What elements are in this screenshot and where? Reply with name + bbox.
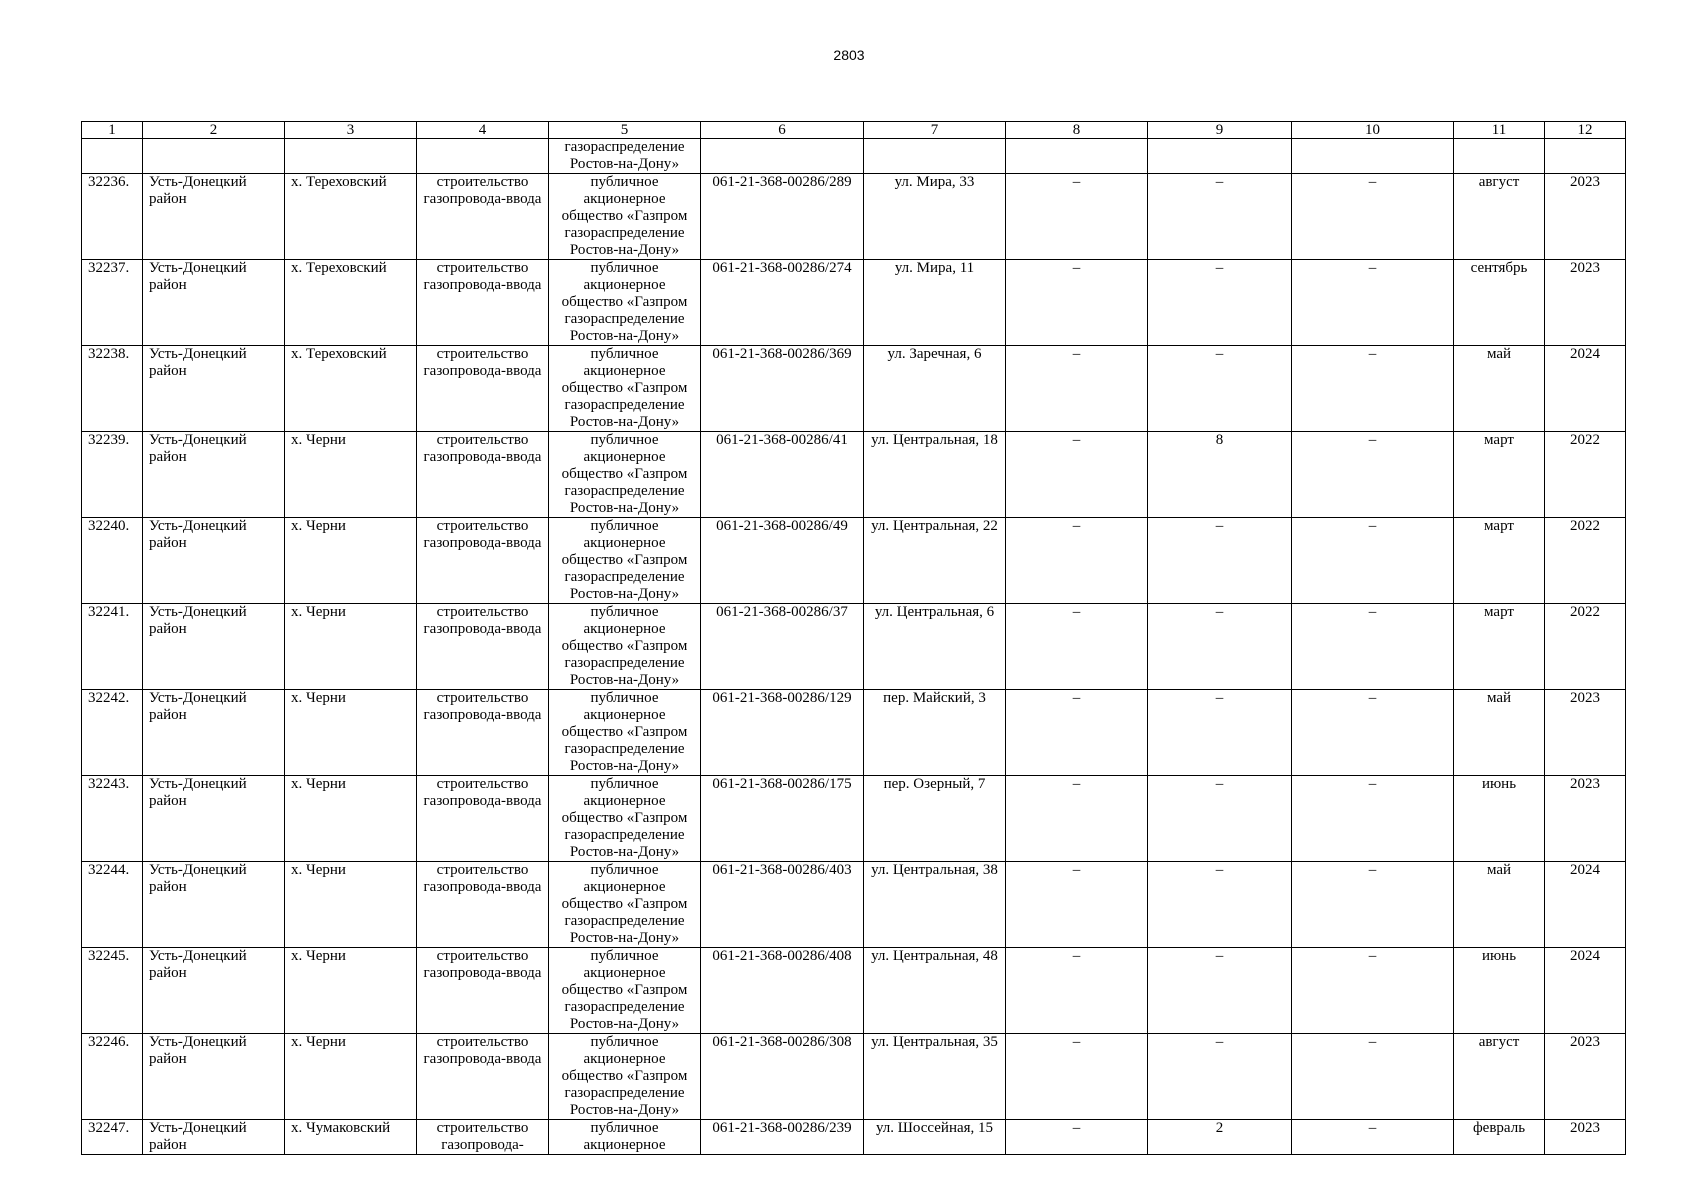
- table-cell: [1454, 139, 1545, 174]
- column-10-cell: –: [1292, 518, 1454, 604]
- column-header: 5: [549, 122, 701, 139]
- table-row: [82, 432, 1626, 518]
- owner-cell: публичное акционерное общество «Газпром газораспределение Ростов-на-Дону»: [549, 432, 701, 518]
- month-cell: июнь: [1454, 776, 1545, 862]
- owner-cell: публичное акционерное общество «Газпром газораспределение Ростов-на-Дону»: [549, 776, 701, 862]
- column-9-cell: –: [1148, 604, 1292, 690]
- table-cell: [1292, 139, 1454, 174]
- month-cell: июнь: [1454, 948, 1545, 1034]
- column-8-cell: –: [1006, 948, 1148, 1034]
- column-10-cell: –: [1292, 174, 1454, 260]
- column-header: 6: [701, 122, 864, 139]
- address-cell: ул. Центральная, 6: [864, 604, 1006, 690]
- code-cell: 061-21-368-00286/37: [701, 604, 864, 690]
- district-cell: Усть-Донецкий район: [143, 604, 285, 690]
- row-number-cell: 32242.: [82, 690, 143, 776]
- district-cell: Усть-Донецкий район: [143, 518, 285, 604]
- column-8-cell: –: [1006, 260, 1148, 346]
- settlement-cell: х. Тереховский: [285, 260, 417, 346]
- table-row: [82, 260, 1626, 346]
- settlement-cell: х. Тереховский: [285, 346, 417, 432]
- settlement-cell: х. Черни: [285, 1034, 417, 1120]
- month-cell: февраль: [1454, 1120, 1545, 1155]
- continuation-row: [82, 139, 1626, 174]
- table-row: [82, 862, 1626, 948]
- column-header: 8: [1006, 122, 1148, 139]
- column-8-cell: –: [1006, 604, 1148, 690]
- column-9-cell: 8: [1148, 432, 1292, 518]
- column-8-cell: –: [1006, 862, 1148, 948]
- page-number: 2803: [833, 47, 865, 63]
- district-cell: Усть-Донецкий район: [143, 948, 285, 1034]
- work-type-cell: строительство газопровода-ввода: [417, 862, 549, 948]
- address-cell: ул. Заречная, 6: [864, 346, 1006, 432]
- code-cell: 061-21-368-00286/175: [701, 776, 864, 862]
- row-number-cell: 32245.: [82, 948, 143, 1034]
- work-type-cell: строительство газопровода-ввода: [417, 948, 549, 1034]
- table-cell: [417, 139, 549, 174]
- table-row: [82, 948, 1626, 1034]
- owner-cell: публичное акционерное: [549, 1120, 701, 1155]
- year-cell: 2023: [1545, 1120, 1626, 1155]
- district-cell: Усть-Донецкий район: [143, 862, 285, 948]
- work-type-cell: строительство газопровода-: [417, 1120, 549, 1155]
- column-10-cell: –: [1292, 260, 1454, 346]
- code-cell: 061-21-368-00286/403: [701, 862, 864, 948]
- column-8-cell: –: [1006, 346, 1148, 432]
- settlement-cell: х. Тереховский: [285, 174, 417, 260]
- owner-cell: публичное акционерное общество «Газпром газораспределение Ростов-на-Дону»: [549, 604, 701, 690]
- table-row: [82, 1120, 1626, 1155]
- table-row: [82, 346, 1626, 432]
- column-10-cell: –: [1292, 1034, 1454, 1120]
- address-cell: ул. Центральная, 48: [864, 948, 1006, 1034]
- row-number-cell: 32246.: [82, 1034, 143, 1120]
- column-9-cell: –: [1148, 260, 1292, 346]
- work-type-cell: строительство газопровода-ввода: [417, 776, 549, 862]
- work-type-cell: строительство газопровода-ввода: [417, 690, 549, 776]
- year-cell: 2023: [1545, 1034, 1626, 1120]
- column-10-cell: –: [1292, 690, 1454, 776]
- address-cell: ул. Центральная, 35: [864, 1034, 1006, 1120]
- settlement-cell: х. Черни: [285, 862, 417, 948]
- column-8-cell: –: [1006, 690, 1148, 776]
- month-cell: май: [1454, 690, 1545, 776]
- column-header: 1: [82, 122, 143, 139]
- column-header: 11: [1454, 122, 1545, 139]
- year-cell: 2023: [1545, 174, 1626, 260]
- row-number-cell: 32237.: [82, 260, 143, 346]
- district-cell: Усть-Донецкий район: [143, 260, 285, 346]
- table-row: [82, 604, 1626, 690]
- table-cell: [143, 139, 285, 174]
- work-type-cell: строительство газопровода-ввода: [417, 518, 549, 604]
- address-cell: ул. Центральная, 38: [864, 862, 1006, 948]
- settlement-cell: х. Черни: [285, 948, 417, 1034]
- address-cell: пер. Озерный, 7: [864, 776, 1006, 862]
- column-10-cell: –: [1292, 604, 1454, 690]
- year-cell: 2022: [1545, 432, 1626, 518]
- address-cell: пер. Майский, 3: [864, 690, 1006, 776]
- column-10-cell: –: [1292, 1120, 1454, 1155]
- address-cell: ул. Центральная, 18: [864, 432, 1006, 518]
- row-number-cell: 32238.: [82, 346, 143, 432]
- column-10-cell: –: [1292, 862, 1454, 948]
- column-10-cell: –: [1292, 776, 1454, 862]
- column-header: 2: [143, 122, 285, 139]
- month-cell: март: [1454, 604, 1545, 690]
- table-row: [82, 518, 1626, 604]
- column-8-cell: –: [1006, 518, 1148, 604]
- work-type-cell: строительство газопровода-ввода: [417, 174, 549, 260]
- code-cell: 061-21-368-00286/289: [701, 174, 864, 260]
- district-cell: Усть-Донецкий район: [143, 1034, 285, 1120]
- row-number-cell: 32239.: [82, 432, 143, 518]
- column-9-cell: –: [1148, 690, 1292, 776]
- table-row: [82, 690, 1626, 776]
- address-cell: ул. Центральная, 22: [864, 518, 1006, 604]
- owner-cell: публичное акционерное общество «Газпром газораспределение Ростов-на-Дону»: [549, 1034, 701, 1120]
- table-cell: [701, 139, 864, 174]
- table-cell: [1545, 139, 1626, 174]
- table-cell: [285, 139, 417, 174]
- table-cell: [1006, 139, 1148, 174]
- column-10-cell: –: [1292, 346, 1454, 432]
- address-cell: ул. Шоссейная, 15: [864, 1120, 1006, 1155]
- district-cell: Усть-Донецкий район: [143, 776, 285, 862]
- year-cell: 2024: [1545, 948, 1626, 1034]
- settlement-cell: х. Чумаковский: [285, 1120, 417, 1155]
- settlement-cell: х. Черни: [285, 518, 417, 604]
- owner-cell: публичное акционерное общество «Газпром газораспределение Ростов-на-Дону»: [549, 948, 701, 1034]
- year-cell: 2023: [1545, 690, 1626, 776]
- column-header: 12: [1545, 122, 1626, 139]
- code-cell: 061-21-368-00286/369: [701, 346, 864, 432]
- address-cell: ул. Мира, 33: [864, 174, 1006, 260]
- year-cell: 2022: [1545, 518, 1626, 604]
- district-cell: Усть-Донецкий район: [143, 432, 285, 518]
- work-type-cell: строительство газопровода-ввода: [417, 260, 549, 346]
- column-8-cell: –: [1006, 1034, 1148, 1120]
- table-cell: [1148, 139, 1292, 174]
- column-number-row: [82, 122, 1626, 139]
- column-9-cell: –: [1148, 776, 1292, 862]
- district-cell: Усть-Донецкий район: [143, 174, 285, 260]
- month-cell: май: [1454, 346, 1545, 432]
- column-9-cell: –: [1148, 862, 1292, 948]
- code-cell: 061-21-368-00286/239: [701, 1120, 864, 1155]
- column-9-cell: –: [1148, 948, 1292, 1034]
- table-row: [82, 776, 1626, 862]
- column-10-cell: –: [1292, 948, 1454, 1034]
- work-type-cell: строительство газопровода-ввода: [417, 604, 549, 690]
- owner-cell: публичное акционерное общество «Газпром газораспределение Ростов-на-Дону»: [549, 518, 701, 604]
- column-10-cell: –: [1292, 432, 1454, 518]
- row-number-cell: 32240.: [82, 518, 143, 604]
- column-8-cell: –: [1006, 174, 1148, 260]
- code-cell: 061-21-368-00286/308: [701, 1034, 864, 1120]
- month-cell: март: [1454, 432, 1545, 518]
- year-cell: 2023: [1545, 260, 1626, 346]
- owner-cell: газораспределение Ростов-на-Дону»: [549, 139, 701, 174]
- month-cell: март: [1454, 518, 1545, 604]
- row-number-cell: 32243.: [82, 776, 143, 862]
- owner-cell: публичное акционерное общество «Газпром газораспределение Ростов-на-Дону»: [549, 260, 701, 346]
- year-cell: 2022: [1545, 604, 1626, 690]
- year-cell: 2024: [1545, 862, 1626, 948]
- column-header: 3: [285, 122, 417, 139]
- district-cell: Усть-Донецкий район: [143, 690, 285, 776]
- column-9-cell: –: [1148, 346, 1292, 432]
- work-type-cell: строительство газопровода-ввода: [417, 432, 549, 518]
- month-cell: август: [1454, 1034, 1545, 1120]
- code-cell: 061-21-368-00286/41: [701, 432, 864, 518]
- month-cell: сентябрь: [1454, 260, 1545, 346]
- table-cell: [82, 139, 143, 174]
- table-row: [82, 1034, 1626, 1120]
- code-cell: 061-21-368-00286/49: [701, 518, 864, 604]
- code-cell: 061-21-368-00286/274: [701, 260, 864, 346]
- column-9-cell: –: [1148, 1034, 1292, 1120]
- column-9-cell: –: [1148, 518, 1292, 604]
- owner-cell: публичное акционерное общество «Газпром газораспределение Ростов-на-Дону»: [549, 862, 701, 948]
- column-8-cell: –: [1006, 432, 1148, 518]
- month-cell: август: [1454, 174, 1545, 260]
- work-type-cell: строительство газопровода-ввода: [417, 1034, 549, 1120]
- table-row: [82, 174, 1626, 260]
- register-table: [81, 121, 1626, 1155]
- code-cell: 061-21-368-00286/129: [701, 690, 864, 776]
- column-header: 7: [864, 122, 1006, 139]
- settlement-cell: х. Черни: [285, 776, 417, 862]
- year-cell: 2023: [1545, 776, 1626, 862]
- owner-cell: публичное акционерное общество «Газпром газораспределение Ростов-на-Дону»: [549, 174, 701, 260]
- row-number-cell: 32244.: [82, 862, 143, 948]
- column-9-cell: 2: [1148, 1120, 1292, 1155]
- settlement-cell: х. Черни: [285, 604, 417, 690]
- column-header: 9: [1148, 122, 1292, 139]
- row-number-cell: 32247.: [82, 1120, 143, 1155]
- row-number-cell: 32236.: [82, 174, 143, 260]
- column-9-cell: –: [1148, 174, 1292, 260]
- owner-cell: публичное акционерное общество «Газпром газораспределение Ростов-на-Дону»: [549, 346, 701, 432]
- column-8-cell: –: [1006, 776, 1148, 862]
- month-cell: май: [1454, 862, 1545, 948]
- table-cell: [864, 139, 1006, 174]
- district-cell: Усть-Донецкий район: [143, 1120, 285, 1155]
- year-cell: 2024: [1545, 346, 1626, 432]
- district-cell: Усть-Донецкий район: [143, 346, 285, 432]
- work-type-cell: строительство газопровода-ввода: [417, 346, 549, 432]
- settlement-cell: х. Черни: [285, 690, 417, 776]
- code-cell: 061-21-368-00286/408: [701, 948, 864, 1034]
- settlement-cell: х. Черни: [285, 432, 417, 518]
- column-header: 10: [1292, 122, 1454, 139]
- address-cell: ул. Мира, 11: [864, 260, 1006, 346]
- row-number-cell: 32241.: [82, 604, 143, 690]
- column-8-cell: –: [1006, 1120, 1148, 1155]
- column-header: 4: [417, 122, 549, 139]
- owner-cell: публичное акционерное общество «Газпром газораспределение Ростов-на-Дону»: [549, 690, 701, 776]
